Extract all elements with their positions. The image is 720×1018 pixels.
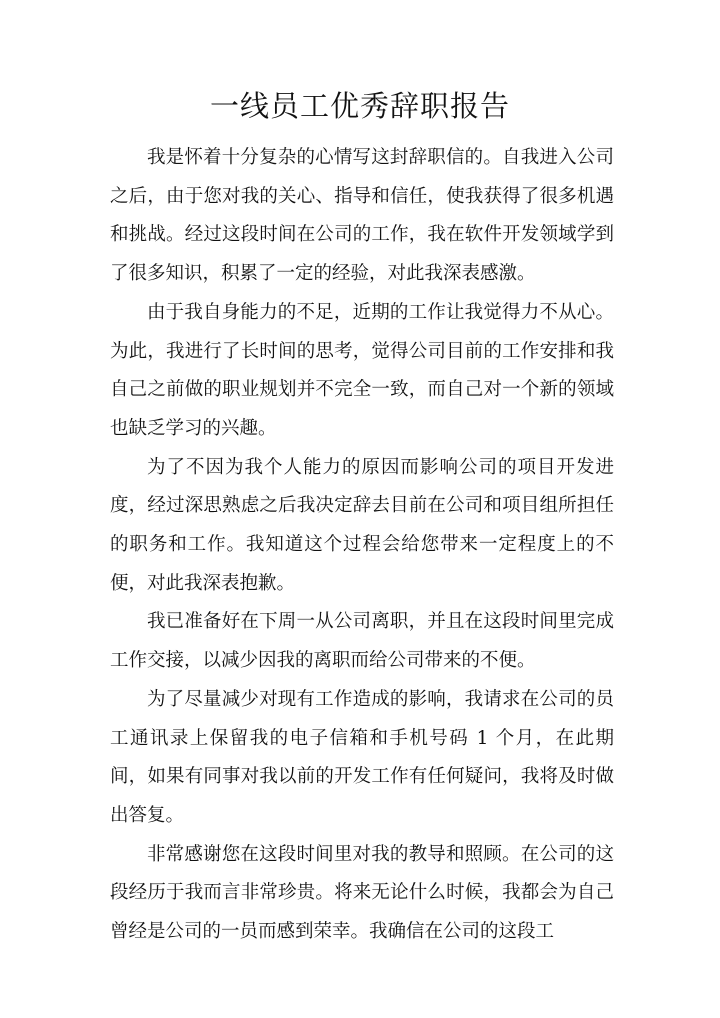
document-title: 一线员工优秀辞职报告 xyxy=(209,89,510,123)
paragraph-4: 我已准备好在下周一从公司离职，并且在这段时间里完成工作交接，以减少因我的离职而给公司带来的不便。 xyxy=(110,611,614,672)
paragraph-3: 为了不因为我个人能力的原因而影响公司的项目开发进度，经过深思熟虑之后我决定辞去目前在公司和项目组所担任的职务和工作。我知道这个过程会给您带来一定程度上的不便，对此我深表抱歉。 xyxy=(110,456,614,594)
paragraph-1: 我是怀着十分复杂的心情写这封辞职信的。自我进入公司之后，由于您对我的关心、指导和信任，使我获得了很多机遇和挑战。经过这段时间在公司的工作，我在软件开发领域学到了很多知识，积累了一定的经验，对此我深表感激。 xyxy=(110,147,614,285)
document-body xyxy=(110,139,614,952)
paragraph-5: 为了尽量减少对现有工作造成的影响，我请求在公司的员工通讯录上保留我的电子信箱和手机号码 1 个月，在此期间，如果有同事对我以前的开发工作有任何疑问，我将及时做出答复。 xyxy=(110,688,614,826)
paragraph-2: 由于我自身能力的不足，近期的工作让我觉得力不从心。为此，我进行了长时间的思考，觉得公司目前的工作安排和我自己之前做的职业规划并不完全一致，而自己对一个新的领域也缺乏学习的兴趣。 xyxy=(110,301,614,439)
paragraph-6: 非常感谢您在这段时间里对我的教导和照顾。在公司的这段经历于我而言非常珍贵。将来无论什么时候，我都会为自己曾经是公司的一员而感到荣幸。我确信在公司的这段工 xyxy=(110,843,614,943)
